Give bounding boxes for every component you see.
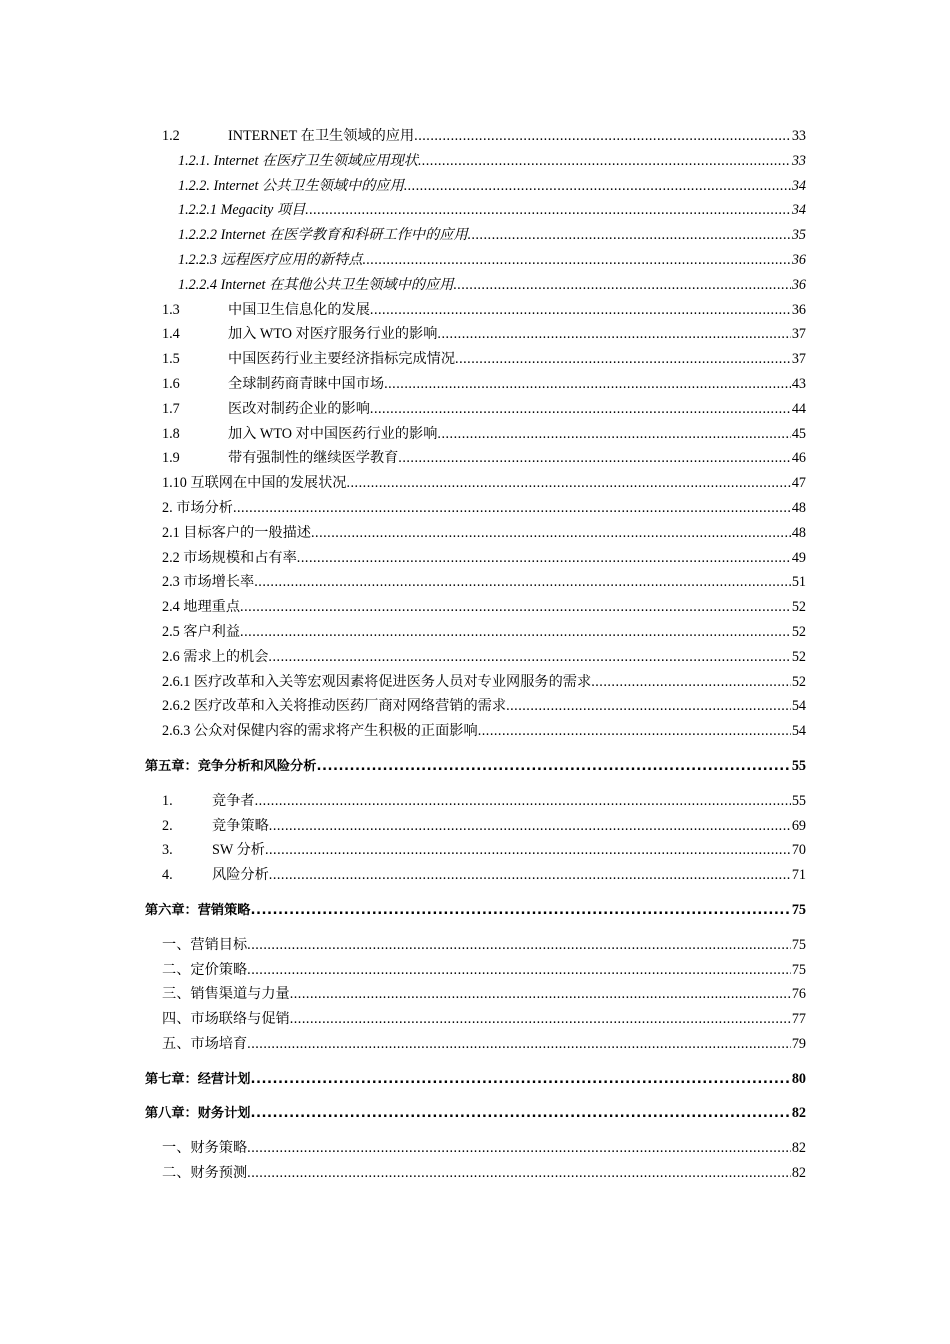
toc-dot-leader [414,124,791,149]
toc-entry-title: 竞争者 [212,792,255,809]
toc-entry[interactable] [0,694,950,719]
toc-entry-title: 2.6.1 医疗改革和入关等宏观因素将促进医务人员对专业网服务的需求 [162,673,592,690]
toc-page-number: 75 [791,901,806,918]
toc-entry-title: 中国卫生信息化的发展 [228,301,370,318]
toc-page-number: 33 [791,152,806,169]
toc-dot-leader [370,298,791,323]
toc-dot-leader [265,838,791,863]
toc-dot-leader [437,422,790,447]
toc-entry-number: 1.5 [162,351,180,368]
toc-entry[interactable] [0,570,950,595]
toc-entry-number: 1.9 [162,450,180,467]
toc-dot-leader [269,863,791,888]
toc-entry-title: 第八章：财务计划 [145,1106,251,1122]
toc-entry-number: 1.3 [162,301,180,318]
toc-page-number: 77 [791,1011,806,1028]
toc-entry[interactable] [0,1136,950,1161]
toc-entry-title: 1.2.2.3 远程医疗应用的新特点 [178,251,363,268]
toc-page-number: 34 [791,177,806,194]
toc-dot-leader [305,198,791,223]
toc-page-number: 54 [791,723,806,740]
toc-page-number: 80 [791,1070,806,1087]
toc-entry[interactable] [0,223,950,248]
toc-entry-number: 1.8 [162,425,180,442]
toc-entry-number: 4. [162,867,173,884]
toc-entry-title: 加入 WTO 对中国医药行业的影响 [228,425,438,442]
toc-page-number: 36 [791,276,806,293]
toc-entry-number: 1.4 [162,326,180,343]
toc-dot-leader [398,446,791,471]
toc-entry-title: SW 分析 [212,842,265,859]
toc-page-number: 55 [791,757,806,774]
toc-entry-title: 五、市场培育 [162,1035,248,1052]
toc-page-number: 82 [791,1165,806,1182]
toc-dot-leader [362,248,790,273]
toc-entry[interactable] [0,124,950,149]
toc-dot-leader [346,471,790,496]
toc-entry-title: 1.2.2.4 Internet 在其他公共卫生领域中的应用 [178,276,454,293]
toc-entry-title: 2.6.2 医疗改革和入关将推动医药厂商对网络营销的需求 [162,698,507,715]
toc-entry-title: 二、财务预测 [162,1165,248,1182]
toc-entry[interactable] [0,863,950,888]
toc-entry-title: 2.2 市场规模和占有率 [162,549,297,566]
toc-entry-title: 风险分析 [212,867,269,884]
toc-entry-title: 三、销售渠道与力量 [162,986,290,1003]
toc-dot-leader [506,694,791,719]
toc-dot-leader [240,620,791,645]
toc-dot-leader [453,273,790,298]
toc-entry-title: 第五章：竞争分析和风险分析 [145,758,317,774]
toc-dot-leader [251,1068,791,1093]
toc-entry-title: 2.1 目标客户的一般描述 [162,524,311,541]
toc-entry-title: 2.6.3 公众对保健内容的需求将产生积极的正面影响 [162,723,478,740]
toc-dot-leader [247,1136,791,1161]
toc-entry[interactable] [0,1032,950,1057]
toc-page-number: 46 [791,450,806,467]
toc-entry-title: 2.6 需求上的机会 [162,648,269,665]
toc-entry[interactable] [0,595,950,620]
toc-entry[interactable] [0,298,950,323]
toc-entry[interactable] [0,397,950,422]
toc-entry-title: 第六章：营销策略 [145,902,251,918]
toc-dot-leader [455,347,791,372]
toc-entry-number: 2. [162,817,173,834]
toc-entry-title: 全球制药商青睐中国市场 [228,375,385,392]
toc-entry[interactable] [0,471,950,496]
toc-page-number: 44 [791,400,806,417]
toc-entry-title: 中国医药行业主要经济指标完成情况 [228,351,456,368]
toc-page-number: 49 [791,549,806,566]
toc-dot-leader [297,546,791,571]
toc-entry[interactable] [0,838,950,863]
toc-entry-title: 2.3 市场增长率 [162,574,255,591]
toc-entry-number: 1.6 [162,375,180,392]
toc-entry[interactable] [0,982,950,1007]
toc-page-number: 52 [791,599,806,616]
toc-page-number: 52 [791,648,806,665]
toc-dot-leader [437,322,790,347]
toc-entry[interactable] [0,446,950,471]
toc-page-number: 45 [791,425,806,442]
toc-dot-leader [247,958,791,983]
toc-entry[interactable] [0,814,950,839]
toc-entry[interactable] [0,754,950,779]
toc-entry[interactable] [0,248,950,273]
toc-entry-number: 3. [162,842,173,859]
toc-dot-leader [251,1102,791,1127]
toc-entry[interactable] [0,1067,950,1092]
toc-page-number: 71 [791,867,806,884]
toc-entry-title: 2.4 地理重点 [162,599,241,616]
toc-entry-title: 1.2.2. Internet 公共卫生领域中的应用 [178,177,404,194]
toc-entry-number: 1.7 [162,400,180,417]
toc-page-number: 37 [791,326,806,343]
toc-dot-leader [468,223,791,248]
toc-entry-title: INTERNET 在卫生领域的应用 [228,128,415,144]
toc-dot-leader [478,719,791,744]
toc-entry[interactable] [0,149,950,174]
toc-entry-title: 1.2.2.1 Megacity 项目 [178,202,306,219]
toc-entry-number: 1. [162,792,173,809]
toc-page-number: 82 [791,1140,806,1157]
toc-entry[interactable] [0,933,950,958]
toc-page-number: 43 [791,375,806,392]
toc-dot-leader [311,521,791,546]
toc-page-number: 70 [791,842,806,859]
toc-entry[interactable] [0,322,950,347]
toc-entry[interactable] [0,372,950,397]
toc-entry-title: 2.5 客户利益 [162,623,241,640]
toc-dot-leader [247,1032,791,1057]
toc-page-number: 75 [791,961,806,978]
toc-entry[interactable] [0,422,950,447]
toc-page-number: 54 [791,698,806,715]
toc-dot-leader [591,670,791,695]
toc-entry-title: 1.2.2.2 Internet 在医学教育和科研工作中的应用 [178,227,468,244]
toc-entry-title: 2. 市场分析 [162,499,233,516]
toc-dot-leader [254,570,791,595]
toc-dot-leader [268,645,790,670]
toc-entry[interactable] [0,546,950,571]
toc-dot-leader [290,982,791,1007]
toc-dot-leader [269,814,791,839]
toc-entry-title: 四、市场联络与促销 [162,1011,290,1028]
toc-page-number: 82 [791,1105,806,1122]
toc-page-number: 69 [791,817,806,834]
toc-dot-leader [418,149,791,174]
toc-entry-title: 1.10 互联网在中国的发展状况 [162,475,347,492]
toc-dot-leader [247,933,791,958]
toc-dot-leader [240,595,791,620]
toc-dot-leader [384,372,791,397]
toc-dot-leader [255,789,791,814]
toc-entry[interactable] [0,198,950,223]
toc-entry-title: 加入 WTO 对医疗服务行业的影响 [228,326,438,343]
toc-entry-title: 1.2.1. Internet 在医疗卫生领域应用现状 [178,152,418,169]
toc-entry-title: 一、财务策略 [162,1140,248,1157]
toc-entry[interactable] [0,521,950,546]
toc-entry[interactable] [0,273,950,298]
toc-entry[interactable] [0,670,950,695]
toc-page-number: 48 [791,524,806,541]
toc-entry-title: 一、营销目标 [162,936,248,953]
toc-dot-leader [251,899,791,924]
toc-page-number: 55 [791,792,806,809]
toc-entry-title: 二、定价策略 [162,961,248,978]
toc-entry[interactable] [0,620,950,645]
toc-entry[interactable] [0,347,950,372]
toc-entry[interactable] [0,1007,950,1032]
toc-entry[interactable] [0,898,950,923]
toc-dot-leader [404,174,791,199]
toc-entry[interactable] [0,496,950,521]
toc-page-number: 33 [791,128,806,144]
toc-dot-leader [233,496,791,521]
toc-page-number: 35 [791,227,806,244]
toc-page-number: 75 [791,936,806,953]
toc-entry[interactable] [0,958,950,983]
toc-page-number: 34 [791,202,806,219]
toc-entry-title: 带有强制性的继续医学教育 [228,450,399,467]
toc-entry-title: 医改对制药企业的影响 [228,400,370,417]
toc-page-number: 51 [791,574,806,591]
toc-entry-number: 1.2 [162,128,180,144]
toc-page-number: 37 [791,351,806,368]
toc-page-number: 52 [791,623,806,640]
toc-entry-title: 第七章：经营计划 [145,1071,251,1087]
table-of-contents [0,124,950,1186]
toc-page-number: 36 [791,251,806,268]
toc-entry[interactable] [0,719,950,744]
toc-entry[interactable] [0,789,950,814]
toc-entry[interactable] [0,1161,950,1186]
toc-entry-title: 竞争策略 [212,817,269,834]
toc-entry[interactable] [0,645,950,670]
toc-page-number: 47 [791,475,806,492]
toc-entry[interactable] [0,1101,950,1126]
toc-entry[interactable] [0,174,950,199]
toc-page-number: 79 [791,1035,806,1052]
toc-dot-leader [370,397,791,422]
toc-page-number: 48 [791,499,806,516]
toc-dot-leader [316,755,790,780]
toc-page-number: 52 [791,673,806,690]
toc-page-number: 76 [791,986,806,1003]
toc-dot-leader [290,1007,791,1032]
toc-dot-leader [247,1161,791,1186]
toc-page-number: 36 [791,301,806,318]
